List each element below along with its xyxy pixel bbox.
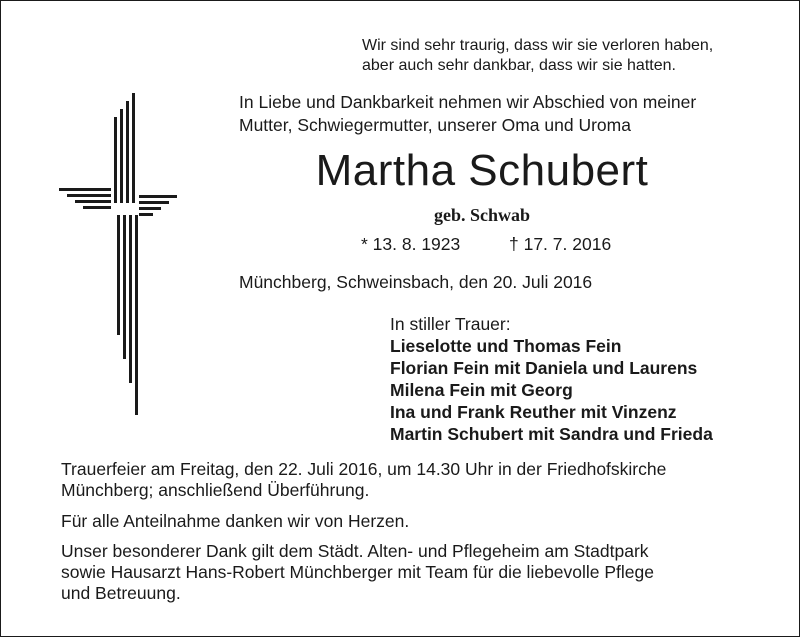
intro-line-2: Mutter, Schwiegermutter, unserer Oma und Uroma — [239, 115, 631, 135]
funeral-info — [61, 459, 744, 501]
thanks-text: Für alle Anteilnahme danken wir von Herzen. — [61, 511, 410, 531]
list-item: Martin Schubert mit Sandra und Frieda — [390, 424, 713, 444]
special-thanks-line-3: und Betreuung. — [61, 583, 181, 603]
cross-icon — [59, 93, 177, 415]
list-item: Ina und Frank Reuther mit Vinzenz — [390, 402, 677, 422]
place-and-date: Münchberg, Schweinsbach, den 20. Juli 2016 — [239, 272, 593, 292]
list-item: Milena Fein mit Georg — [390, 380, 573, 400]
funeral-line-2: Münchberg; anschließend Überführung. — [61, 480, 370, 500]
quote — [362, 36, 762, 76]
list-item: Lieselotte und Thomas Fein — [390, 336, 622, 356]
intro-text — [239, 91, 779, 137]
mourning-heading: In stiller Trauer: — [390, 314, 511, 334]
quote-line-2: aber auch sehr dankbar, dass wir sie hatten. — [362, 57, 676, 74]
intro-line-1: In Liebe und Dankbarkeit nehmen wir Abschied von meiner — [239, 92, 697, 112]
list-item: Florian Fein mit Daniela und Laurens — [390, 358, 698, 378]
special-thanks — [61, 541, 744, 604]
mourners-list — [390, 335, 790, 445]
death-date: † 17. 7. 2016 — [509, 234, 612, 254]
birth-name: geb. Schwab — [433, 205, 531, 225]
special-thanks-line-2: sowie Hausarzt Hans-Robert Münchberger mit Team für die liebevolle Pflege — [61, 562, 655, 582]
quote-line-1: Wir sind sehr traurig, dass wir sie verloren haben, — [362, 37, 714, 54]
birth-date: * 13. 8. 1923 — [361, 234, 461, 254]
funeral-line-1: Trauerfeier am Freitag, den 22. Juli 2016, um 14.30 Uhr in der Friedhofskirche — [61, 459, 667, 479]
special-thanks-line-1: Unser besonderer Dank gilt dem Städt. Alten- und Pflegeheim am Stadtpark — [61, 541, 649, 561]
deceased-name: Martha Schubert — [315, 146, 649, 195]
